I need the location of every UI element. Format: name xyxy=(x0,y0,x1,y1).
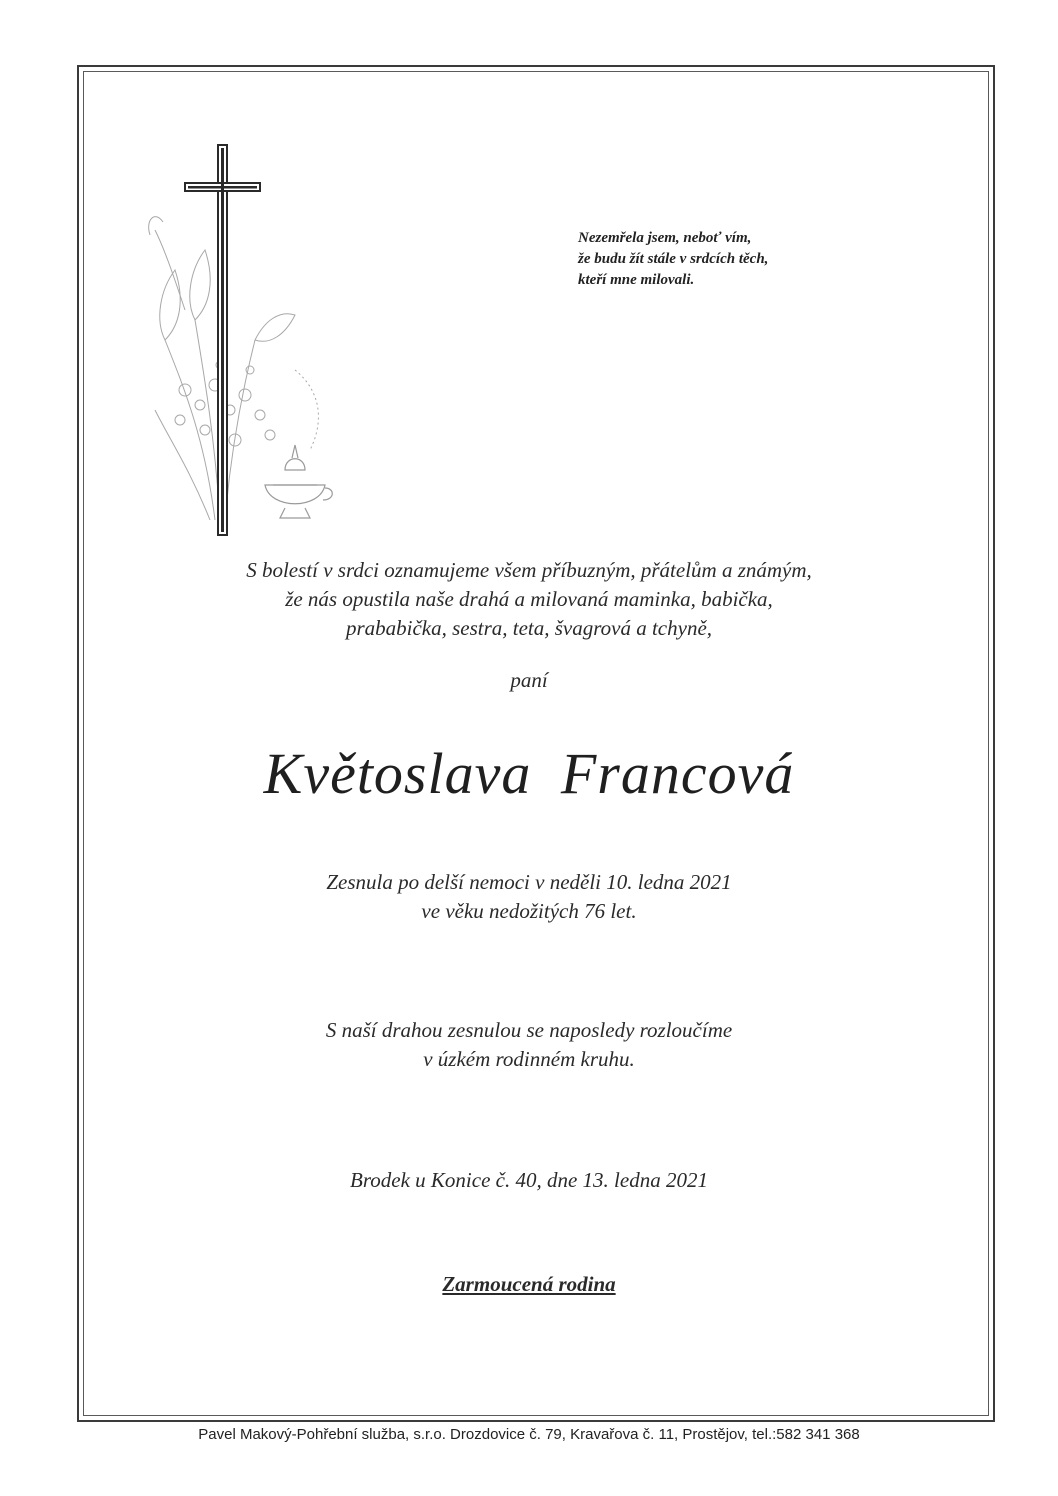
announcement-line: že nás opustila naše drahá a milovaná maminka, babička, xyxy=(285,587,773,611)
place-and-date: Brodek u Konice č. 40, dne 13. ledna 2021 xyxy=(350,1168,708,1192)
death-details xyxy=(0,868,1058,926)
farewell-details xyxy=(0,1016,1058,1074)
death-line: ve věku nedožitých 76 let. xyxy=(421,899,637,923)
motto-line: Nezemřela jsem, neboť vím, xyxy=(578,230,752,246)
motto-quote xyxy=(578,228,768,291)
deceased-name: Květoslava Francová xyxy=(263,741,795,806)
funeral-service-footer: Pavel Makový-Pohřební služba, s.r.o. Drozdovice č. 79, Kravařova č. 11, Prostějov, tel.:582 341 368 xyxy=(198,1426,860,1443)
honorific: paní xyxy=(510,668,548,692)
signature: Zarmoucená rodina xyxy=(442,1272,616,1296)
motto-line: že budu žít stále v srdcích těch, xyxy=(578,251,769,267)
farewell-line: v úzkém rodinném kruhu. xyxy=(423,1047,635,1071)
announcement-line: S bolestí v srdci oznamujeme všem příbuzným, přátelům a známým, xyxy=(246,558,812,582)
motto-line: kteří mne milovali. xyxy=(578,272,695,288)
flowers-icon xyxy=(149,217,319,520)
oil-lamp-icon xyxy=(265,445,332,518)
announcement-line: prababička, sestra, teta, švagrová a tchyně, xyxy=(345,616,713,640)
cross-icon xyxy=(185,145,260,535)
farewell-line: S naší drahou zesnulou se naposledy rozloučíme xyxy=(325,1018,733,1042)
memorial-decoration xyxy=(145,140,345,540)
announcement-text xyxy=(0,556,1058,643)
death-line: Zesnula po delší nemoci v neděli 10. ledna 2021 xyxy=(326,870,732,894)
